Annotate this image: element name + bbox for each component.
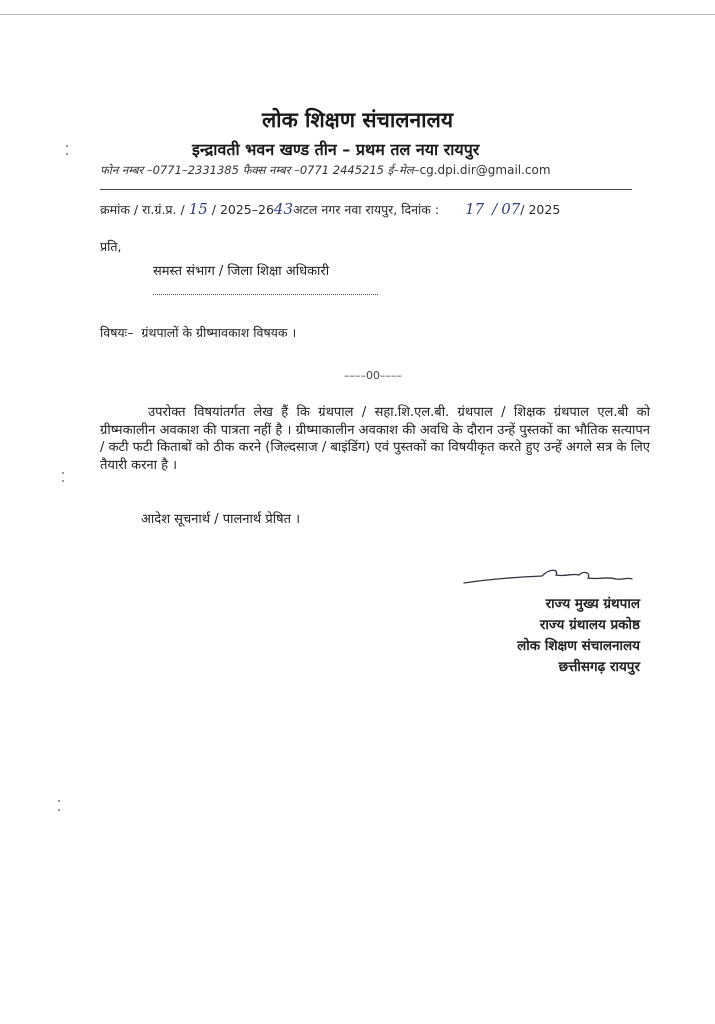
signatory-cell: राज्य ग्रंथालय प्रकोष्ठ (539, 617, 640, 633)
signatory-block (470, 594, 640, 678)
scan-speck (66, 153, 68, 155)
date-month: 07 (501, 200, 521, 218)
scan-edge (0, 14, 715, 15)
email-address: cg.dpi.dir@gmail.com (419, 163, 551, 177)
date-day: 17 (465, 200, 485, 218)
office-address: इन्द्रावती भवन खण्ड तीन – प्रथम तल नया रायपुर (192, 140, 480, 159)
scan-speck (58, 800, 60, 802)
reference-prefix: क्रमांक / रा.ग्रं.प्र. / (100, 202, 185, 217)
dotted-underline (153, 294, 378, 295)
dispatch-number: 43 (273, 200, 294, 218)
reference-place: अटल नगर नवा रायपुर, दिनांक : (293, 202, 440, 217)
scan-speck (62, 480, 64, 482)
reference-line: क्रमांक / रा.ग्रं.प्र. / 15 / 2025–2643अटल नगर नवा रायपुर, दिनांक : 17 / 07/ 2025 (100, 200, 561, 218)
subject-line (100, 324, 296, 341)
contact-text: फोन नम्बर –0771–2331385 फैक्स नम्बर –0771 2445215 ई–मेल– (100, 163, 420, 177)
body-paragraph: उपरोक्त विषयांतर्गत लेख हैं कि ग्रंथपाल / सहा.शि.एल.बी. ग्रंथपाल / शिक्षक ग्रंथपाल एल.बी को ग्रीष्मकालीन अवकाश की पात्रता नहीं है । ग्रीष्माकालीन अवकाश की अवधि के दौरान उन्हें पुस्तकों का भौतिक सत्यापन / कटी फटी किताबों को ठीक करने (जिल्दसाज / बाइंडिंग) एवं पुस्तकों का विषयीकृत करते हुए उन्हें अगले सत्र के लिए तैयारी करना है । (100, 405, 650, 473)
addressee: समस्त संभाग / जिला शिक्षा अधिकारी (153, 264, 330, 279)
signatory-office: लोक शिक्षण संचालनालय (517, 638, 640, 654)
to-label: प्रति, (100, 239, 122, 254)
scan-speck (62, 472, 64, 474)
scan-speck (58, 809, 60, 811)
reference-number: 15 (188, 200, 208, 218)
subject-text: ग्रंथपालों के ग्रीष्मावकाश विषयक । (141, 325, 297, 340)
separator-mark: ––––00–––– (344, 369, 402, 382)
date-year: / 2025 (520, 202, 561, 217)
order-line: आदेश सूचनार्थ / पालनार्थ प्रेषित । (141, 512, 301, 527)
subject-label: विषयः– (100, 325, 134, 340)
office-title: लोक शिक्षण संचालनालय (261, 108, 454, 132)
reference-year: / 2025–26 (211, 202, 274, 217)
scan-speck (66, 145, 68, 147)
signatory-location: छत्तीसगढ़ रायपुर (558, 659, 640, 675)
handwritten-signature (460, 564, 635, 590)
contact-line (100, 163, 551, 178)
header-rule (100, 189, 632, 190)
signatory-designation: राज्य मुख्य ग्रंथपाल (545, 596, 640, 612)
